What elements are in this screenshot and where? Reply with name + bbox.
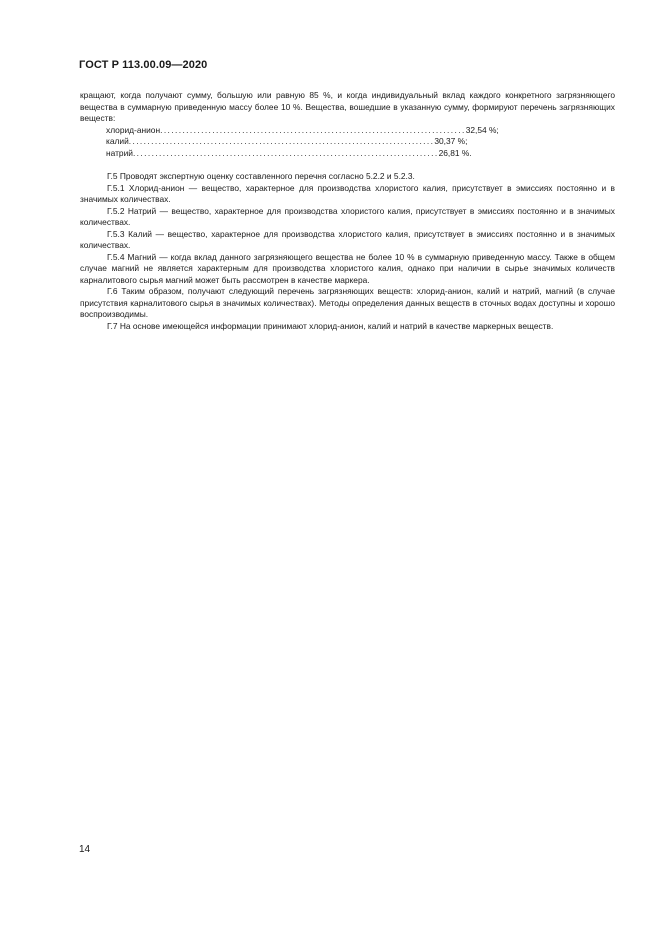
substance-item: [106, 124, 499, 137]
leader-dots: ..................................................................................: [160, 124, 466, 135]
section-g5-4: Г.5.4 Магний — когда вклад данного загрязняющего вещества не более 10 % в суммарную приведенную массу. Также в общем случае магний не является характерным для производства хлористого калия, однако при наличии в сырье значимых количеств карналитового сырья магний может быть рассмотрен в качестве маркера.: [80, 251, 615, 285]
spacer: [80, 159, 615, 171]
section-g5-3: Г.5.3 Калий — вещество, характерное для производства хлористого калия, присутствует в эмиссиях постоянно и в значимых количествах.: [80, 228, 615, 250]
substance-value: 30,37 %;: [434, 136, 468, 146]
leader-dots: ..................................................................................: [128, 136, 435, 146]
substance-value: 32,54 %;: [465, 124, 499, 135]
intro-paragraph: кращают, когда получают сумму, большую или равную 85 %, и когда индивидуальный вклад каждого конкретного загрязняющего вещества в суммарную приведенную массу более 10 %. Вещества, вошедшие в указанную сумму, формируют перечень загрязняющих веществ:: [80, 90, 615, 123]
substance-list: [80, 125, 615, 160]
section-g6: Г.6 Таким образом, получают следующий перечень загрязняющих веществ: хлорид-анион, калий и натрий, магний (в случае присутствия карналитового сырья в значимых количествах). Методы определения данных веществ в сточных водах доступны и хорошо воспроизводимы.: [80, 286, 615, 319]
substance-name: хлорид-анион: [106, 124, 161, 135]
substance-name: калий: [106, 136, 129, 146]
page-header-title: ГОСТ Р 113.00.09—2020: [79, 59, 208, 71]
section-g5: Г.5 Проводят экспертную оценку составленного перечня согласно 5.2.2 и 5.2.3.: [107, 171, 415, 181]
leader-dots: ..................................................................................: [132, 147, 439, 158]
substance-item: [106, 147, 472, 160]
substance-item: [106, 136, 468, 148]
substance-name: натрий: [106, 147, 133, 158]
section-g7: Г.7 На основе имеющейся информации принимают хлорид-анион, калий и натрий в качестве маркерных веществ.: [107, 320, 554, 331]
section-g5-1: Г.5.1 Хлорид-анион — вещество, характерное для производства хлористого калия, присутствует в эмиссиях постоянно и в значимых количествах.: [80, 182, 615, 204]
page-content: [80, 90, 615, 332]
substance-value: 26,81 %.: [438, 147, 472, 158]
section-g5-2: Г.5.2 Натрий — вещество, характерное для производства хлористого калия, присутствует в эмиссиях постоянно и в значимых количествах.: [80, 205, 615, 227]
page-number: 14: [79, 844, 91, 855]
